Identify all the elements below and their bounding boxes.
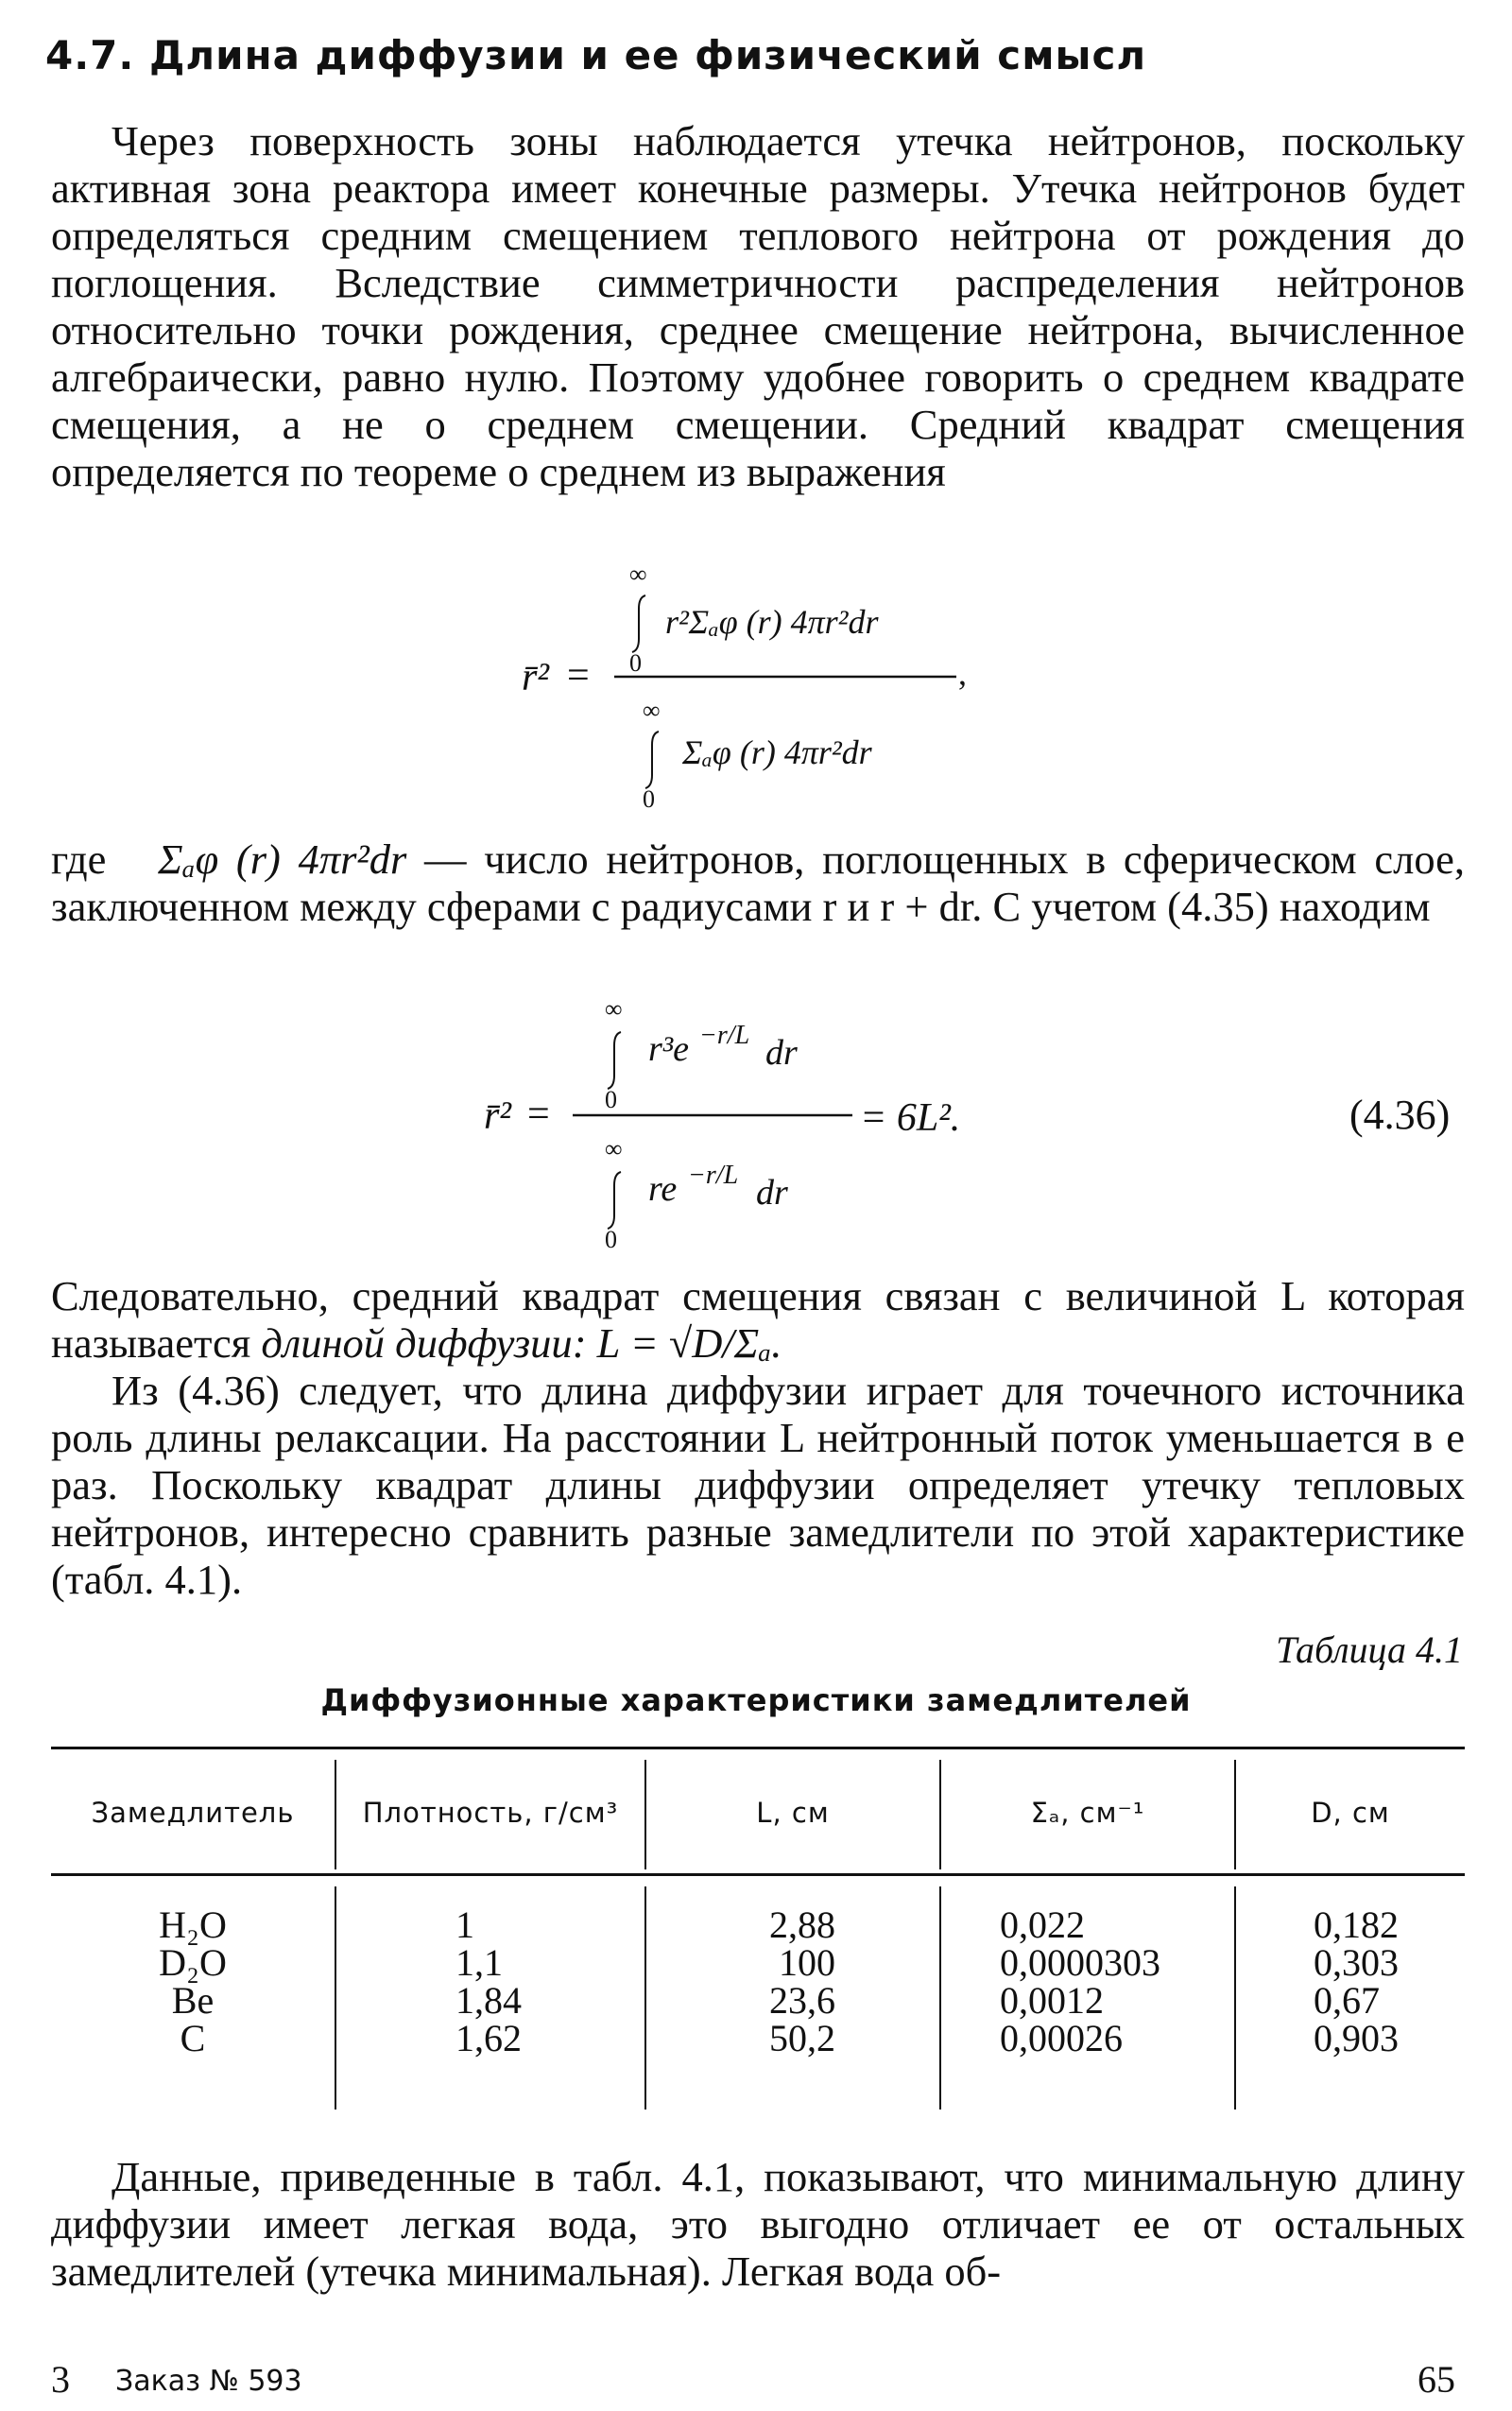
table-cell: 1,62 [455,2017,522,2059]
p3-formula: : L = √D/Σₐ. [572,1319,782,1367]
table-cell: 0,022 [1000,1903,1085,1946]
table-cell: 50,2 [769,2017,835,2059]
formula1-den-integral-sign [645,732,659,788]
table-column-L [728,1903,835,2059]
table-top-rule [51,1747,1465,1749]
table-cell: 1 [455,1903,474,1946]
formula2-denominator-exp: −r/L [688,1161,739,1190]
table-vline [644,1886,646,2110]
table-vline [335,1886,336,2110]
formula-mean-square-displacement [0,560,1512,824]
page-number: 65 [1418,2358,1455,2401]
formula2-numerator-base: r³e [648,1029,690,1069]
table-cell: 1,84 [455,1979,522,2022]
formula1-den-lower-limit: 0 [643,785,655,813]
formula2-den-upper-limit: ∞ [605,1135,623,1162]
table-header-D: D, см [1311,1797,1390,1829]
p3-term-diffusion-length: длиной диффузии [261,1319,573,1367]
formula1-numerator: r²Σₐφ (r) 4πr²dr [665,603,879,641]
formula1-num-integral-sign [632,595,645,652]
formula1-equals: = [567,654,590,697]
table-cell: 0,67 [1314,1979,1380,2022]
table-column-density [455,1903,522,2059]
table-vline [939,1886,941,2110]
formula2-den-integral-sign [608,1172,621,1229]
table-cell: 100 [779,1941,835,1984]
table-column-sigma [1000,1903,1160,2059]
table-cell: 1,1 [455,1941,503,1984]
paragraph-3 [51,1272,1465,1367]
table-cell: H₂O [159,1903,227,1946]
p3-text: Следовательно, средний квадрат смещения связан с величиной L которая называется [51,1272,1465,1367]
table-header-rule [51,1873,1465,1876]
formula2-num-upper-limit: ∞ [605,995,623,1023]
paragraph-2 [51,835,1465,930]
equation-number-4-36: (4.36) [1349,1092,1451,1138]
formula2-denominator-tail: dr [756,1173,788,1213]
table-cell: 0,303 [1314,1941,1399,1984]
table-cell: D₂O [159,1941,227,1984]
formula1-den-upper-limit: ∞ [643,697,661,724]
table-column-moderator [51,1903,335,2059]
p2-prefix: где [51,835,107,883]
formula2-numerator-exp: −r/L [699,1021,750,1050]
paragraph-5: Данные, приведенные в табл. 4.1, показывают, что минимальную длину диффузии имеет легкая вода, это выгодно отличает ее от остальных замедлителей (утечка минимальная). Легкая вода об- [51,2153,1465,2295]
table-header-density: Плотность, г/см³ [362,1797,619,1829]
table-label: Таблица 4.1 [1276,1628,1463,1671]
table-cell: 23,6 [769,1979,835,2022]
table-header-L: L, см [756,1797,830,1829]
formula2-numerator-tail: dr [765,1033,798,1073]
table-cell: C [180,2017,206,2059]
print-order-note: Заказ № 593 [115,2365,302,2398]
formula2-result: = 6L². [860,1096,961,1140]
formula-diffusion-length [0,994,1512,1259]
table-cell: Be [171,1979,215,2022]
formula1-num-lower-limit: 0 [629,649,642,677]
table-cell: 0,903 [1314,2017,1399,2059]
table-cell: 0,00026 [1000,2017,1123,2059]
table-header-sigma: Σₐ, см⁻¹ [1030,1797,1145,1829]
formula2-num-integral-sign [608,1032,621,1089]
formula1-denominator: Σₐφ (r) 4πr²dr [682,733,872,771]
formula2-equals: = [527,1093,550,1136]
section-heading: 4.7. Длина диффузии и ее физический смысл [45,32,1147,78]
formula1-comma: , [958,654,967,692]
formula1-num-upper-limit: ∞ [629,560,647,588]
p2-text: — число нейтронов, поглощенных в сферическом слое, заключенном между сферами с радиусами r и r + dr. С учетом (4.35) находим [51,835,1466,930]
p2-inline-formula: Σₐφ (r) 4πr²dr [158,835,407,883]
signature-number: 3 [51,2358,70,2401]
paragraph-4: Из (4.36) следует, что длина диффузии играет для точечного источника роль длины релаксации. На расстоянии L нейтронный поток уменьшается в e раз. Поскольку квадрат длины диффузии определяет утечку тепловых нейтронов, интересно сравнить разные замедлители по этой характеристике (табл. 4.1). [51,1367,1465,1603]
table-vline [1234,1886,1236,2110]
formula2-num-lower-limit: 0 [605,1086,617,1113]
table-cell: 2,88 [769,1903,835,1946]
table-header-moderator: Замедлитель [91,1797,295,1829]
formula2-den-lower-limit: 0 [605,1226,617,1253]
formula1-lhs: r̄² [522,656,549,699]
formula2-lhs: r̄² [484,1094,511,1138]
table-column-D [1314,1903,1399,2059]
formula2-denominator-base: re [648,1169,678,1209]
table-cell: 0,0012 [1000,1979,1104,2022]
table-title: Диффузионные характеристики замедлителей [320,1682,1192,1718]
table-cell: 0,182 [1314,1903,1399,1946]
table-cell: 0,0000303 [1000,1941,1160,1984]
paragraph-1: Через поверхность зоны наблюдается утечка нейтронов, поскольку активная зона реактора имеет конечные размеры. Утечка нейтронов будет определяться средним смещением теплового нейтрона от рождения до поглощения. Вследствие симметричности распределения нейтронов относительно точки рождения, среднее смещение нейтрона, вычисленное алгебраически, равно нулю. Поэтому удобнее говорить о среднем квадрате смещения, а не о среднем смещении. Средний квадрат смещения определяется по теореме о среднем из выражения [51,117,1465,495]
